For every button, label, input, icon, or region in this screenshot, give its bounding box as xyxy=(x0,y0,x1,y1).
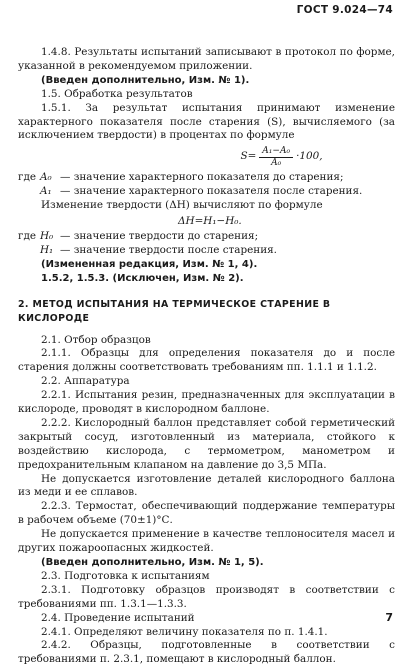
amendment-note: (Введен дополнительно, Изм. № 1). xyxy=(41,74,250,86)
formula-s-right: ·100, xyxy=(296,150,323,163)
definition-text: — значение характерного показателя после старения. xyxy=(60,185,363,198)
definition-prefix: где xyxy=(18,230,36,243)
paragraph-oil-note: Не допускается применение в качестве теплоносителя масел и других пожароопасных жидкостей. xyxy=(18,528,395,555)
subsection-heading: 2.1. Отбор образцов xyxy=(41,333,151,346)
definition-text: — значение твердости до старения; xyxy=(60,230,259,243)
subsection-heading: 2.2. Аппаратура xyxy=(41,375,130,388)
definition-prefix xyxy=(18,185,40,199)
paragraph-2-2-3: 2.2.3. Термостат, обеспечивающий поддержание температуры в рабочем объеме (70±1)°С. xyxy=(18,500,395,527)
formula-s xyxy=(168,143,395,171)
definitions-h xyxy=(18,230,395,258)
document-body xyxy=(18,46,395,667)
subsection-heading: 2.4. Проведение испытаний xyxy=(41,611,195,624)
paragraph-2-2-2: 2.2.2. Кислородный баллон представляет собой герметический закрытый сосуд, изготовленный из материала, стойкого к воздействию кислорода, с термометром, манометром и предохранительным клапаном на давление до 3,5 МПа. xyxy=(18,416,395,471)
hardness-intro: Изменение твердости (ΔH) вычисляют по формуле xyxy=(41,199,323,212)
formula-s-left: S= xyxy=(240,150,257,163)
definition-text: — значение твердости после старения. xyxy=(60,243,277,256)
paragraph-2-3-1: 2.3.1. Подготовку образцов производят в соответствии с требованиями пп. 1.3.1—1.3.3. xyxy=(18,583,395,610)
definition-prefix: где xyxy=(18,171,36,184)
formula-s-fraction xyxy=(259,146,293,169)
paragraph-2-4-1: 2.4.1. Определяют величину показателя по п. 1.4.1. xyxy=(41,625,328,638)
paragraph-1-4-8: 1.4.8. Результаты испытаний записывают в протокол по форме, указанной в рекомендуемом приложении. xyxy=(18,46,395,72)
definition-prefix xyxy=(18,244,40,258)
definition-row xyxy=(18,171,395,185)
amendment-note: (Измененная редакция, Изм. № 1, 4). xyxy=(41,258,258,270)
definition-row xyxy=(18,230,395,244)
definition-symbol: H₀ xyxy=(40,230,54,243)
amendment-note: (Введен дополнительно, Изм. № 1, 5). xyxy=(41,557,264,568)
formula-s-numerator: A₁−A₀ xyxy=(259,146,293,158)
definition-symbol: H₁ xyxy=(40,243,54,256)
document-header: ГОСТ 9.024—74 xyxy=(296,4,393,16)
paragraph-copper-note: Не допускается изготовление деталей кислородного баллона из меди и ее сплавов. xyxy=(18,472,395,499)
paragraph-2-4-2: 2.4.2. Образцы, подготовленные в соответствии с требованиями п. 2.3.1, помещают в кислородный баллон. xyxy=(18,639,395,666)
paragraph-2-2-1: 2.2.1. Испытания резин, предназначенных для эксплуатации в кислороде, проводят в кислородном баллоне. xyxy=(18,389,395,416)
definition-text: — значение характерного показателя до старения; xyxy=(60,171,344,184)
subsection-heading: 2.3. Подготовка к испытаниям xyxy=(41,569,210,582)
definition-row xyxy=(18,185,395,199)
amendment-note: 1.5.2, 1.5.3. (Исключен, Изм. № 2). xyxy=(41,272,244,284)
subsection-heading: 1.5. Обработка результатов xyxy=(41,87,193,100)
formula-s-denominator: A₀ xyxy=(271,157,282,168)
paragraph-2-1-1: 2.1.1. Образцы для определения показателя до и после старения должны соответствовать требованиям пп. 1.1.1 и 1.1.2. xyxy=(18,347,395,374)
page-number: 7 xyxy=(385,611,393,625)
definition-row xyxy=(18,244,395,258)
definitions-a xyxy=(18,171,395,199)
formula-dh: ΔH=H₁−H₀. xyxy=(178,215,242,228)
paragraph-1-5-1: 1.5.1. За результат испытания принимают изменение характерного показателя после старения (S), вычисляемого (за исключением твердости) в процентах по формуле xyxy=(18,101,395,142)
definition-symbol: A₀ xyxy=(40,171,52,184)
definition-symbol: A₁ xyxy=(40,185,52,198)
section-title: 2. МЕТОД ИСПЫТАНИЯ НА ТЕРМИЧЕСКОЕ СТАРЕНИЕ В КИСЛОРОДЕ xyxy=(18,298,331,324)
